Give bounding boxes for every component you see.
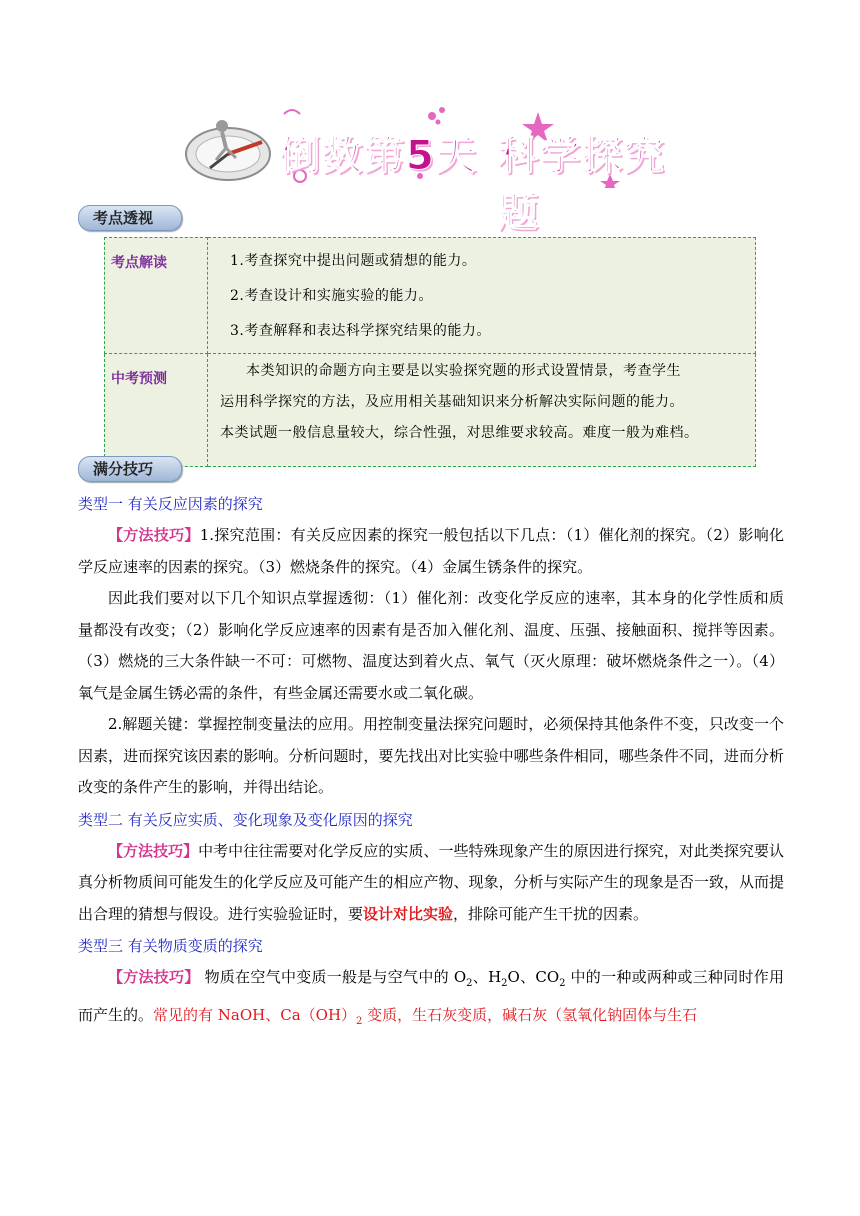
type1-paragraph: 2.解题关键：掌握控制变量法的应用。用控制变量法探究问题时，必须保持其他条件不变，只改变一个因素，进而探究该因素的影响。分析问题时，要先找出对比实验中哪些条件相同，哪些条件不同，进而分析改变的条件产生的影响，并得出结论。	[78, 715, 784, 796]
yuce-line: 本类试题一般信息量较大，综合性强，对思维要求较高。难度一般为难档。	[220, 425, 699, 441]
type3-text: 、H	[472, 968, 502, 986]
subscript: 2	[501, 978, 508, 989]
section-heading-kaodian: 考点透视	[78, 205, 182, 231]
type2-text-b: ，排除可能产生干扰的因素。	[453, 904, 649, 923]
type3-red-text: 常见的有 NaOH、Ca（OH）	[153, 1005, 357, 1024]
main-content	[78, 488, 784, 1037]
kaodian-table	[104, 237, 756, 467]
title-banner	[180, 104, 680, 236]
banner-title-left: 倒数第5天	[280, 133, 478, 179]
kaodian-line: 1.考查探究中提出问题或猜想的能力。	[230, 253, 477, 269]
type2-paragraph	[78, 836, 784, 931]
type2-text-a: 中考中往往需要对化学反应的实质、一些特殊现象产生的原因进行探究，对此类探究要认真分析物质间可能发生的化学反应及可能产生的相应产物、现象，分析与实际产生的现象是否一致，从而提出合理的猜想与假设。进行实验验证时，要	[78, 841, 784, 923]
type3-heading: 类型三 有关物质变质的探究	[78, 937, 263, 955]
type1-paragraph: 因此我们要对以下几个知识点掌握透彻：（1）催化剂：改变化学反应的速率，其本身的化学性质和质量都没有改变；（2）影响化学反应速率的因素有是否加入催化剂、温度、压强、接触面积、搅拌等因素。（3）燃烧的三大条件缺一不可：可燃物、温度达到着火点、氧气（灭火原理：破坏燃烧条件之一）。（4）氧气是金属生锈必需的条件，有些金属还需要水或二氧化碳。	[78, 589, 784, 702]
banner-title-right: 科学探究题	[498, 133, 666, 236]
kaodian-line: 2.考查设计和实施实验的能力。	[230, 288, 433, 304]
table-cell-yuce	[208, 354, 756, 467]
subscript: 2	[466, 978, 473, 989]
table-row	[105, 238, 756, 354]
type1-p1-text: 1.探究范围：有关反应因素的探究一般包括以下几点：（1）催化剂的探究。（2）影响化学反应速率的因素的探究。（3）燃烧条件的探究。（4）金属生锈条件的探究。	[78, 526, 784, 576]
yuce-line: 运用科学探究的方法，及应用相关基础知识来分析解决实际问题的能力。	[220, 394, 684, 410]
method-tag: 【方法技巧】	[108, 968, 200, 986]
emphasis-text: 设计对比实验	[363, 904, 454, 923]
type3-paragraph	[78, 962, 784, 1037]
type2-heading: 类型二 有关反应实质、变化现象及变化原因的探究	[78, 810, 413, 829]
type3-red-text: 变质，生石灰变质，碱石灰（氢氧化钠固体与生石	[362, 1005, 698, 1024]
method-tag: 【方法技巧】	[108, 841, 199, 860]
yuce-line: 本类知识的命题方向主要是以实验探究题的形式设置情景，考查学生	[246, 363, 681, 379]
table-row	[105, 354, 756, 467]
method-tag: 【方法技巧】	[108, 526, 200, 544]
subscript: 2	[356, 1015, 363, 1027]
type1-paragraph	[78, 520, 784, 583]
kaodian-line: 3.考查解释和表达科学探究结果的能力。	[230, 323, 491, 339]
type1-heading: 类型一 有关反应因素的探究	[78, 495, 263, 513]
type3-text: 中的一种或两种或三种同时作用而产生的。	[78, 968, 784, 1024]
section-heading-manfen: 满分技巧	[78, 456, 182, 482]
table-row-header: 考点解读	[105, 238, 208, 354]
type3-text: 物质在空气中变质一般是与空气中的 O	[199, 968, 467, 986]
subscript: 2	[559, 978, 566, 989]
table-row-header: 中考预测	[105, 354, 208, 467]
type3-text: O、CO	[507, 968, 560, 986]
table-cell-kaodian	[208, 238, 756, 354]
